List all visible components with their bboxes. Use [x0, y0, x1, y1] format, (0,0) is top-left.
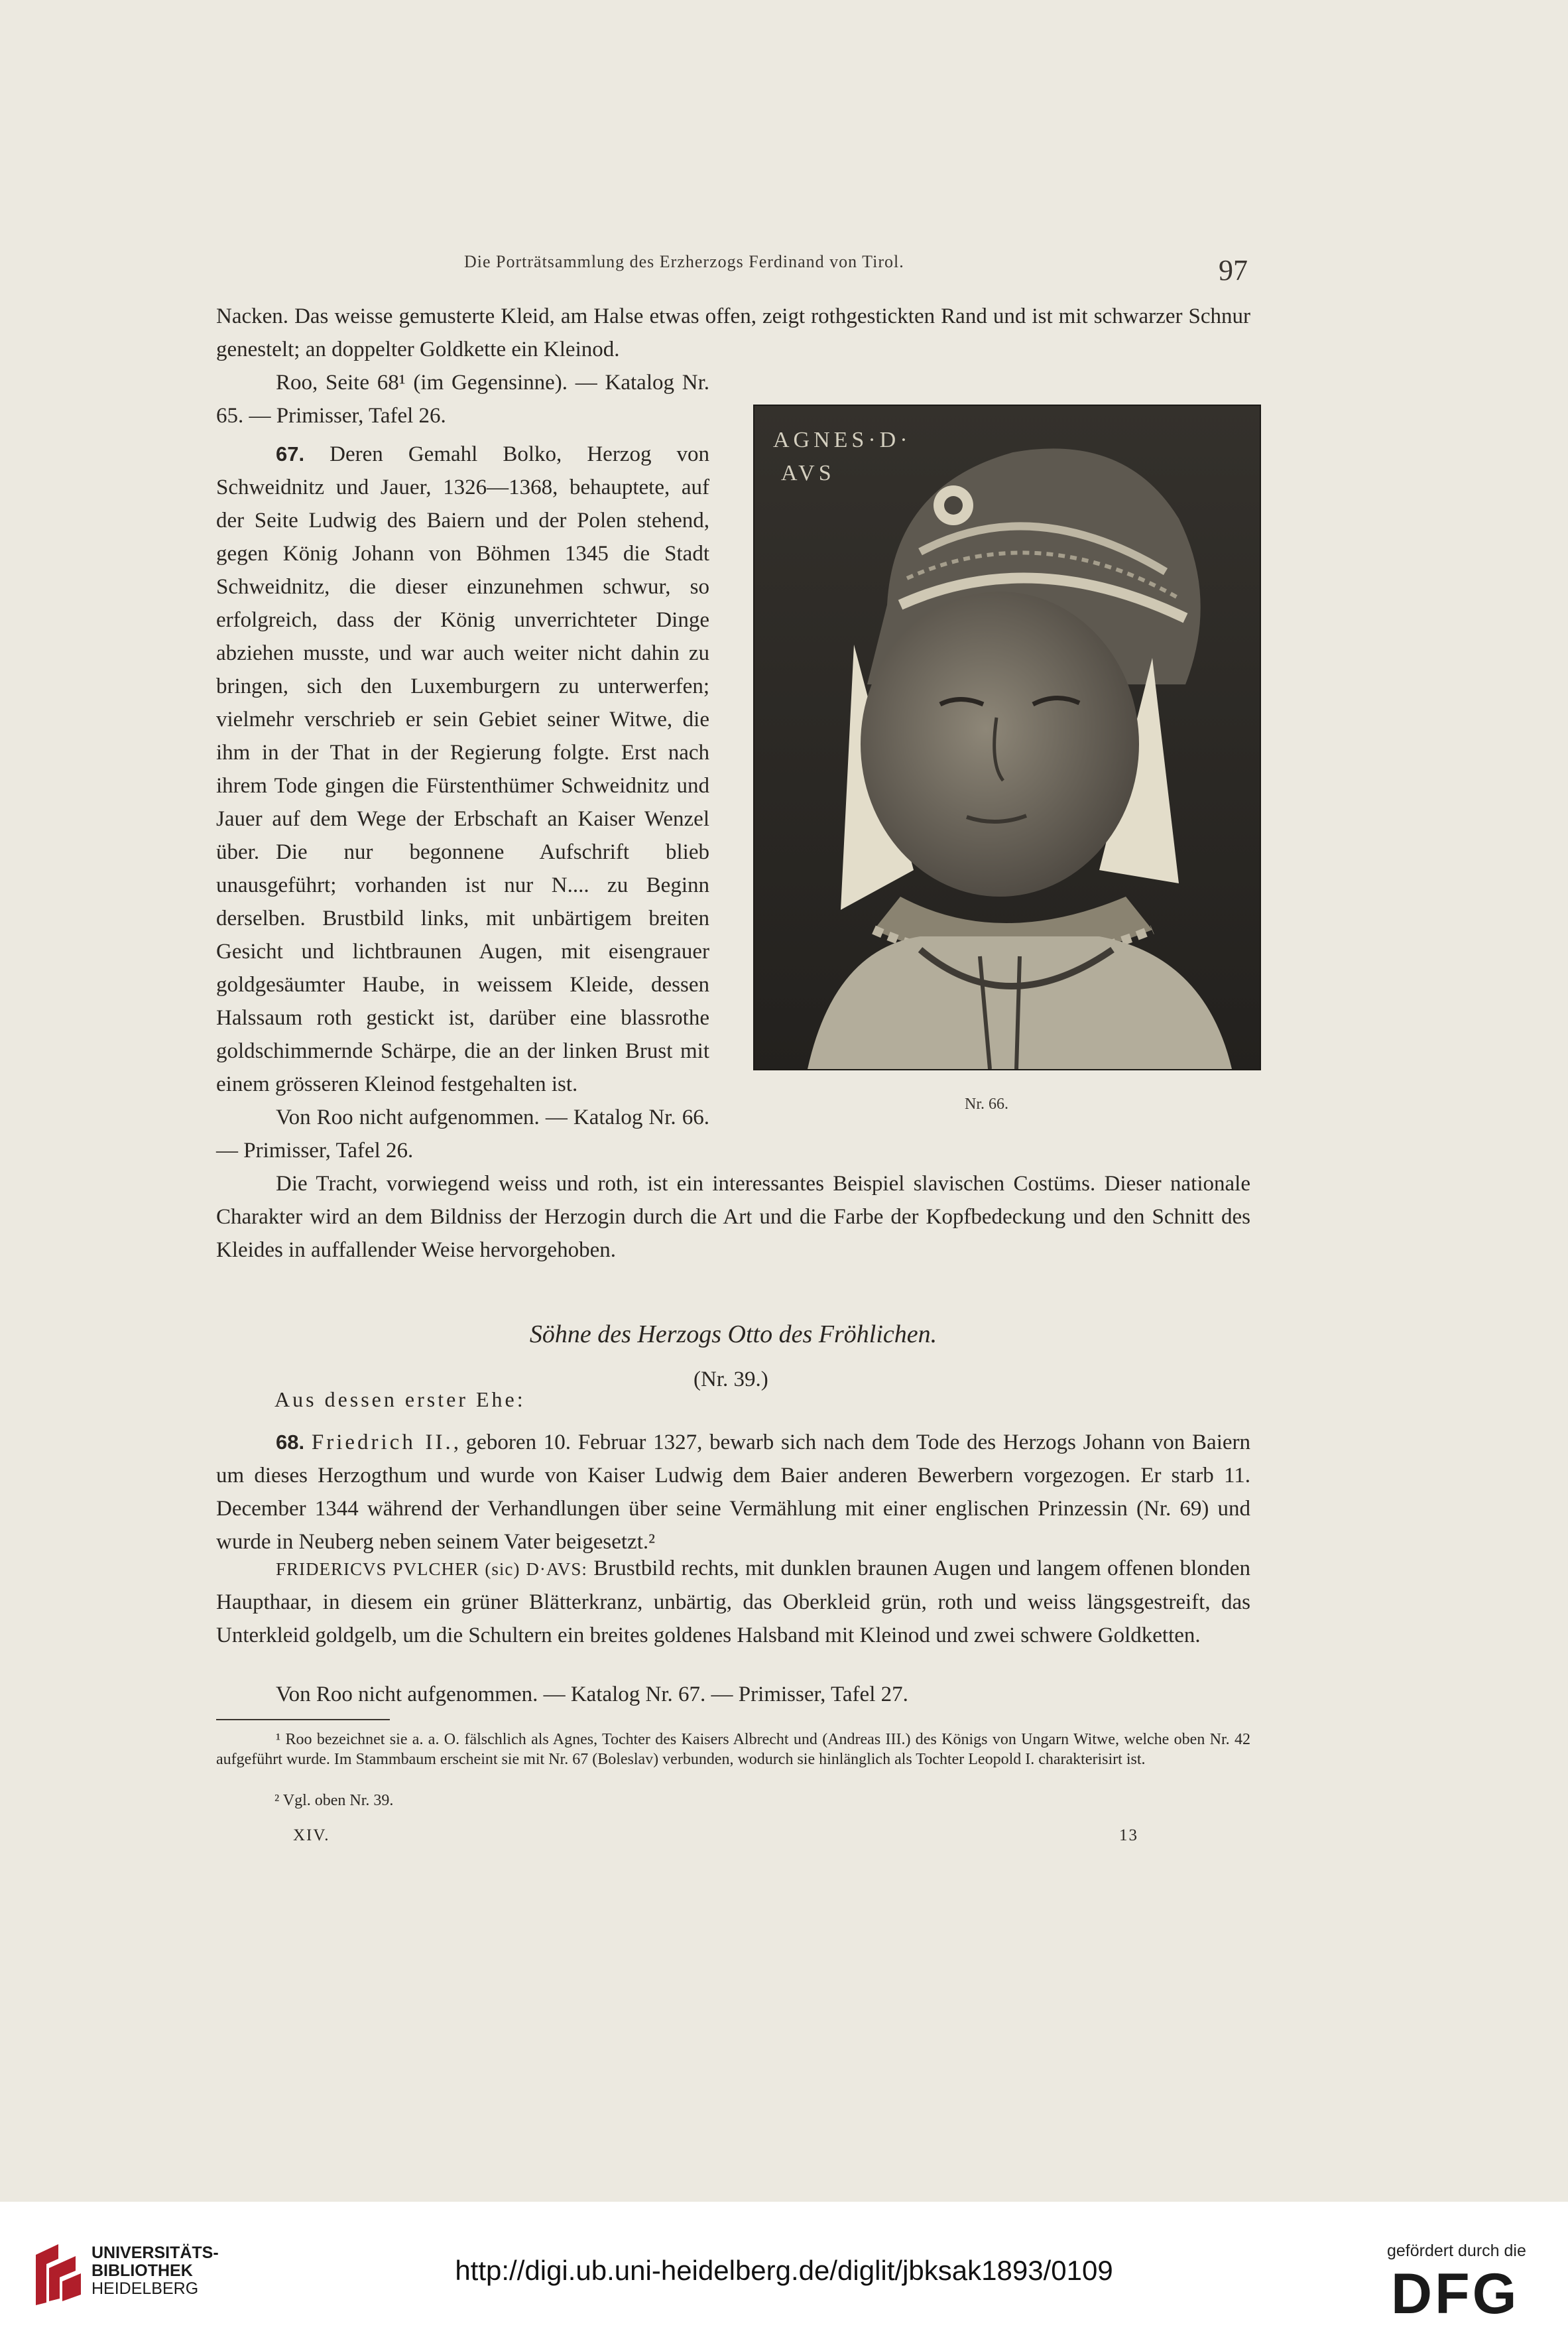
paragraph-costume: Die Tracht, vorwiegend weiss und roth, ist ein interessantes Beispiel slavischen Costüms. Dieser nationale Charakter wird an dem Bildniss der Herzogin durch die Art und die Farbe der Kopfbedeckung und den Schnitt des Kleides in auffallender Weise hervorgehoben. — [216, 1172, 1250, 1262]
footnote-1: ¹ Roo bezeichnet sie a. a. O. fälschlich als Agnes, Tochter des Kaisers Albrecht und (Andreas III.) des Königs von Ungarn Witwe, welche oben Nr. 42 aufgeführt wurde. Im Stammbaum erscheint sie mit Nr. 67 (Boleslav) verbunden, wodurch sie hinlänglich als Tochter Leopold I. charakterisirt ist. — [216, 1731, 1250, 1768]
source-url-link[interactable]: http://digi.ub.uni-heidelberg.de/diglit/jbksak1893/0109 — [455, 2255, 1113, 2286]
entry-67 — [216, 438, 709, 869]
entry-number: 67. — [276, 442, 305, 466]
library-name-line1: UNIVERSITÄTS- — [91, 2244, 219, 2262]
library-name-line2: BIBLIOTHEK — [91, 2261, 193, 2280]
section-heading: Söhne des Herzogs Otto des Fröhlichen. — [529, 1320, 937, 1348]
portrait-inscription-line1: AGNES·D· — [773, 428, 912, 452]
person-name: Friedrich II. — [311, 1430, 453, 1454]
paragraph-continued: Nacken. Das weisse gemusterte Kleid, am Halse etwas offen, zeigt rothgestickten Rand und ist mit schwarzer Schnur genestelt; an doppelter Goldkette ein Kleinod. — [216, 304, 1250, 361]
page-number: 97 — [1219, 254, 1248, 286]
paragraph-roo-ref: Roo, Seite 68¹ (im Gegensinne). — Katalog Nr. 65. — Primisser, Tafel 26. — [216, 371, 709, 428]
entry-number: 68. — [276, 1430, 305, 1454]
dfg-logo-icon — [1391, 2267, 1550, 2320]
entry-68 — [216, 1426, 1250, 1558]
dfg-logo[interactable] — [1391, 2267, 1550, 2323]
paragraph-description: Die nur begonnene Aufschrift blieb unausgeführt; vorhanden ist nur N.... zu Beginn derselben. Brustbild links, mit unbärtigem breiten Gesicht und lichtbraunen Augen, mit eisengrauer goldgesäumter Haube, in weissem Kleide, dessen Halssaum roth gestickt ist, darüber eine blassrothe goldschimmernde Schärpe, die an der linken Brust mit einem grösseren Kleinod festgehalten ist. — [216, 840, 709, 1096]
inscription-description: Brustbild rechts, mit dunklen braunen Augen und langem offenen blonden Haupthaar, in diesem ein grüner Blätterkranz, unbärtig, das Oberkleid grün, roth und weiss längsgestreift, das Unterkleid goldgelb, um die Schultern ein breites goldenes Halsband mit Kleinod und zwei schwere Goldketten. — [216, 1556, 1250, 1647]
library-name-line3: HEIDELBERG — [91, 2279, 199, 2298]
figure-caption: Nr. 66. — [965, 1096, 1008, 1113]
running-title: Die Porträtsammlung des Erzherzogs Ferdinand von Tirol. — [464, 252, 904, 271]
entry-text: , geboren 10. Februar 1327, bewarb sich nach dem Tode des Herzogs Johann von Baiern um dieses Herzogthum und wurde von Kaiser Ludwig dem Baier anderen Bewerbern vorgezogen. Er starb 11. December 1344 während der Verhandlungen über seine Vermählung mit einer englischen Prinzessin (Nr. 69) und wurde in Neuberg neben seinem Vater beigesetzt.² — [216, 1430, 1251, 1554]
signature-number: 13 — [1119, 1826, 1138, 1844]
dfg-logo-text: DFG — [1391, 2267, 1520, 2320]
paragraph-catalog-ref-68: Von Roo nicht aufgenommen. — Katalog Nr. 67. — Primisser, Tafel 27. — [276, 1682, 908, 1706]
funding-label: gefördert durch die — [1387, 2242, 1526, 2260]
portrait-figure — [753, 405, 1261, 1070]
section-reference: (Nr. 39.) — [694, 1367, 768, 1391]
paragraph-catalog-ref: Von Roo nicht aufgenommen. — Katalog Nr. 66. — Primisser, Tafel 26. — [216, 1106, 709, 1163]
footnote-2: ² Vgl. oben Nr. 39. — [274, 1792, 394, 1809]
inscription-text: FRIDERICVS PVLCHER (sic) D·AVS: — [276, 1559, 587, 1579]
footer-bar — [0, 2202, 1568, 2343]
section-subheading: Aus dessen erster Ehe: — [274, 1387, 526, 1411]
portrait-inscription-line2: AVS — [781, 461, 835, 485]
portrait-image — [754, 406, 1260, 1069]
signature-mark: XIV. — [293, 1826, 330, 1844]
paragraph-inscription — [216, 1552, 1250, 1652]
footnote-divider — [216, 1719, 390, 1720]
entry-text: Deren Gemahl Bolko, Herzog von Schweidnitz und Jauer, 1326—1368, behauptete, auf der Seite Ludwig des Baiern und der Polen stehend, gegen König Johann von Böhmen 1345 die Stadt Schweidnitz, die dieser einzunehmen schwur, so erfolgreich, dass der König unverrichteter Dinge abziehen musste, und war auch weiter nicht dahin zu bringen, sich den Luxemburgern zu unterwerfen; vielmehr verschrieb er sein Gebiet seiner Witwe, die ihm in der That in der Regierung folgte. Erst nach ihrem Tode gingen die Fürstenthümer Schweidnitz und Jauer auf dem Wege der Erbschaft an Kaiser Wenzel über. — [216, 442, 710, 864]
